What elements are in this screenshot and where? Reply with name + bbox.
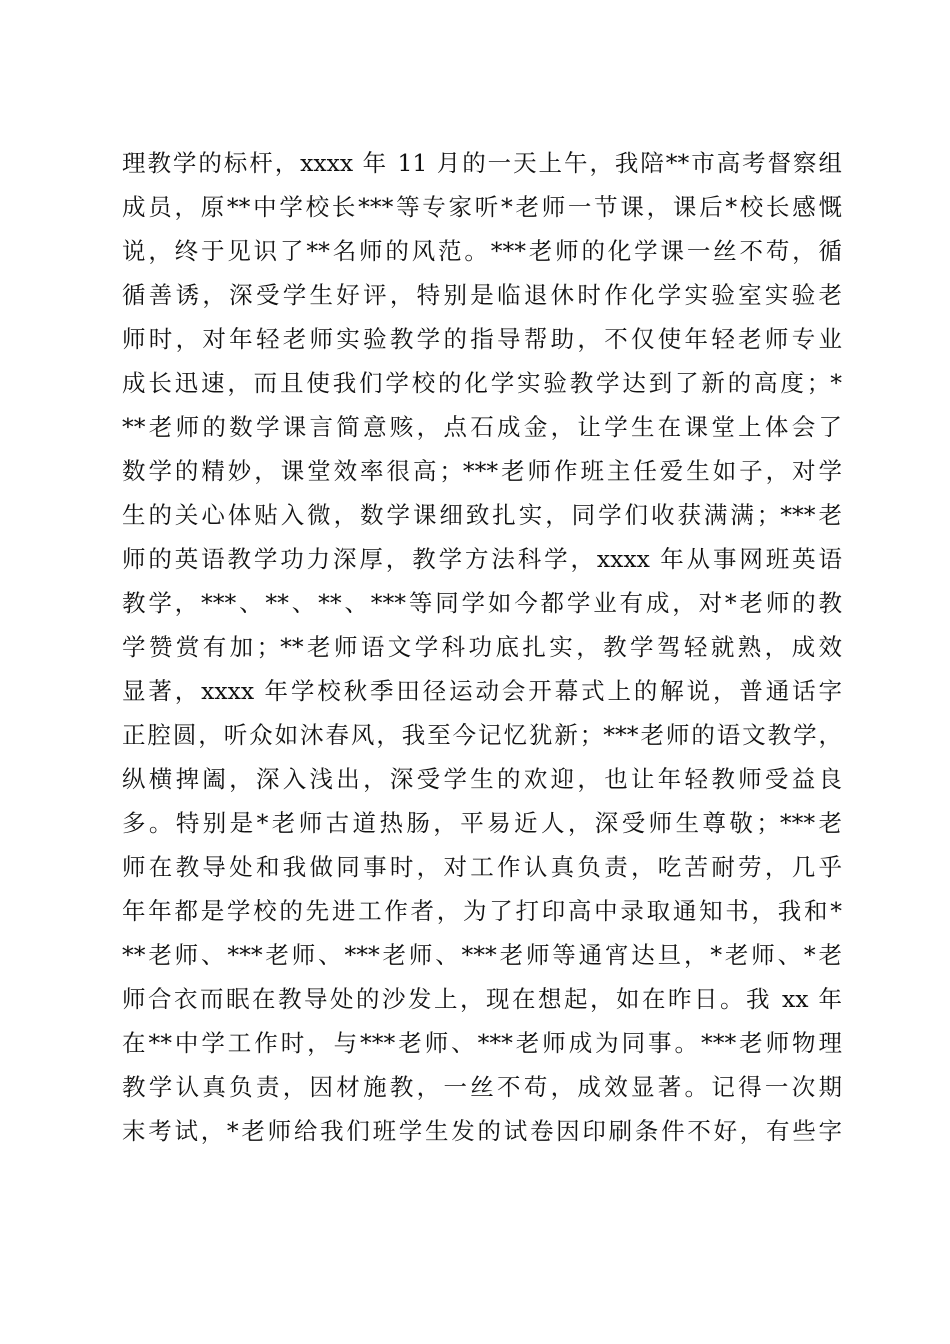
- text-line: 成长迅速，而且使我们学校的化学实验教学达到了新的高度；*: [122, 369, 842, 397]
- text-line: 多。特别是*老师古道热肠，平易近人，深受师生尊敬；***老: [122, 809, 842, 837]
- text-line: 教学认真负责，因材施教，一丝不苟，成效显著。记得一次期: [122, 1073, 842, 1101]
- text-line: 师在教导处和我做同事时，对工作认真负责，吃苦耐劳，几乎: [122, 853, 842, 881]
- text-line: 生的关心体贴入微，数学课细致扎实，同学们收获满满；***老: [122, 501, 842, 529]
- text-line: 学赞赏有加；**老师语文学科功底扎实，教学驾轻就熟，成效: [122, 633, 842, 661]
- text-line: 师时，对年轻老师实验教学的指导帮助，不仅使年轻老师专业: [122, 325, 842, 353]
- text-line: 教学，***、**、**、***等同学如今都学业有成，对*老师的教: [122, 589, 842, 617]
- text-line: **老师、***老师、***老师、***老师等通宵达旦，*老师、*老: [122, 941, 842, 969]
- text-line: 正腔圆，听众如沐春风，我至今记忆犹新；***老师的语文教学，: [122, 721, 842, 749]
- text-line: 循善诱，深受学生好评，特别是临退休时作化学实验室实验老: [122, 281, 842, 309]
- text-line: 数学的精妙，课堂效率很高；***老师作班主任爱生如子，对学: [122, 457, 842, 485]
- text-line: 在**中学工作时，与***老师、***老师成为同事。***老师物理: [122, 1029, 842, 1057]
- text-line: 成员，原**中学校长***等专家听*老师一节课，课后*校长感慨: [122, 193, 842, 221]
- text-line: 师的英语教学功力深厚，教学方法科学，xxxx 年从事网班英语: [122, 545, 842, 573]
- text-line: 理教学的标杆，xxxx 年 11 月的一天上午，我陪**市高考督察组: [122, 149, 842, 177]
- text-line: 显著，xxxx 年学校秋季田径运动会开幕式上的解说，普通话字: [122, 677, 842, 705]
- body-paragraph: [122, 141, 842, 1153]
- text-line: 说，终于见识了**名师的风范。***老师的化学课一丝不苟，循: [122, 237, 842, 265]
- text-line: 师合衣而眠在教导处的沙发上，现在想起，如在昨日。我 xx 年: [122, 985, 842, 1013]
- text-line: 纵横捭阖，深入浅出，深受学生的欢迎，也让年轻教师受益良: [122, 765, 842, 793]
- text-line: **老师的数学课言简意赅，点石成金，让学生在课堂上体会了: [122, 413, 842, 441]
- text-line: 末考试，*老师给我们班学生发的试卷因印刷条件不好，有些字: [122, 1117, 842, 1145]
- text-line: 年年都是学校的先进工作者，为了打印高中录取通知书，我和*: [122, 897, 842, 925]
